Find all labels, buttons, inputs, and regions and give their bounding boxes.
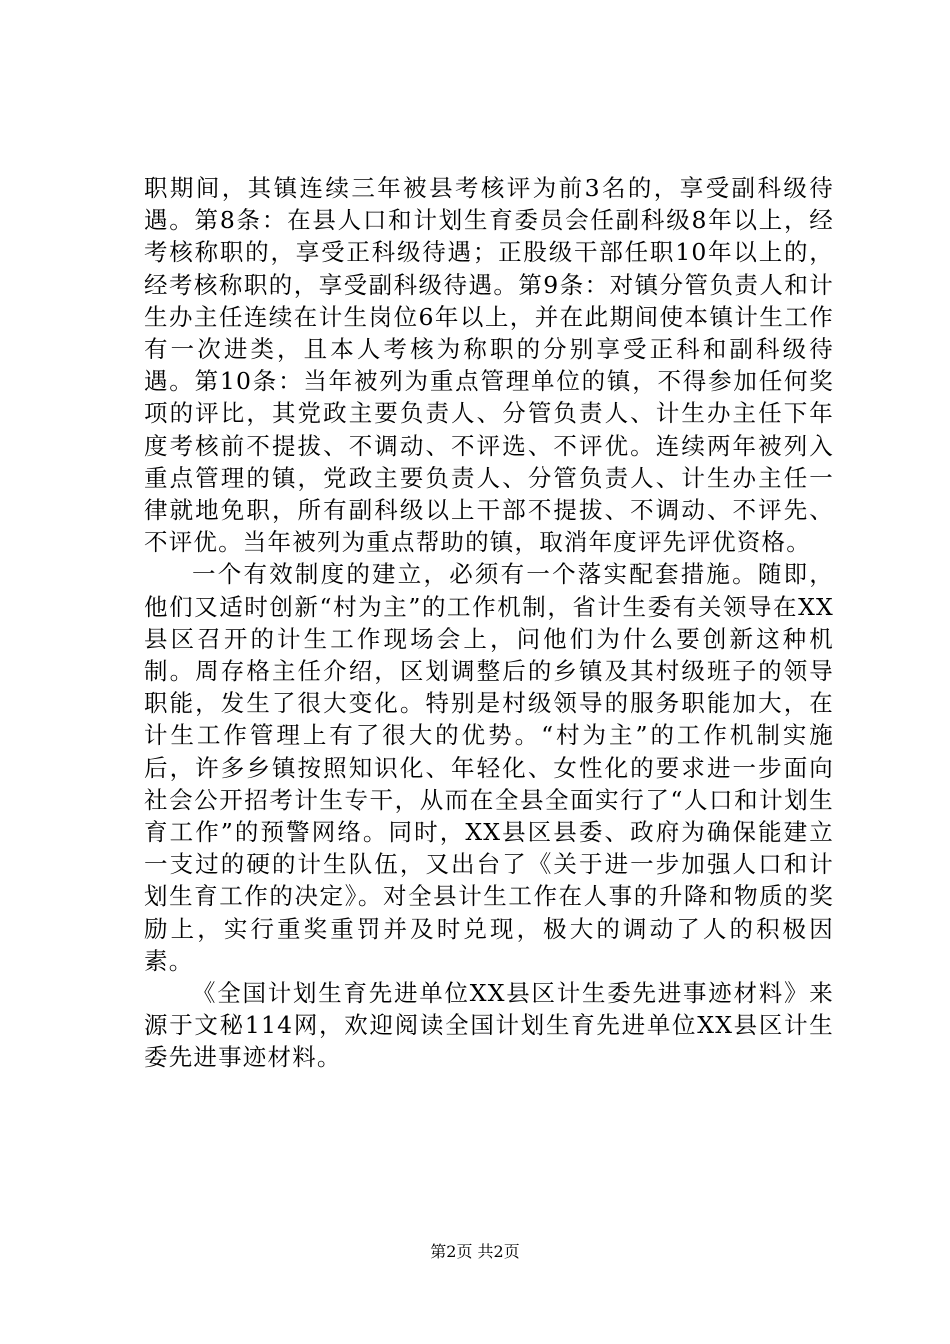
document-body (144, 172, 834, 1074)
page-footer: 第2页 共2页 (430, 1242, 520, 1261)
paragraph-source-note: 《全国计划生育先进单位XX县区计生委先进事迹材料》来源于文秘114网，欢迎阅读全国计划生育先进单位XX县区计生委先进事迹材料。 (144, 979, 834, 1072)
paragraph-village-mechanism: 一个有效制度的建立，必须有一个落实配套措施。随即，他们又适时创新“村为主”的工作机制，省计生委有关领导在XX县区召开的计生工作现场会上，问他们为什么要创新这种机制。周存格主任介绍，区划调整后的乡镇及其村级班子的领导职能，发生了很大变化。特别是村级领导的服务职能加大，在计生工作管理上有了很大的优势。“村为主”的工作机制实施后，许多乡镇按照知识化、年轻化、女性化的要求进一步面向社会公开招考计生专干，从而在全县全面实行了“人口和计划生育工作”的预警网络。同时，XX县区县委、政府为确保能建立一支过的硬的计生队伍，又出台了《关于进一步加强人口和计划生育工作的决定》。对全县计生工作在人事的升降和物质的奖励上，实行重奖重罚并及时兑现，极大的调动了人的积极因素。 (144, 560, 834, 975)
paragraph-policy-rules: 职期间，其镇连续三年被县考核评为前3名的，享受副科级待遇。第8条：在县人口和计划生育委员会任副科级8年以上，经考核称职的，享受正科级待遇；正股级干部任职10年以上的，经考核称职的，享受副科级待遇。第9条：对镇分管负责人和计生办主任连续在计生岗位6年以上，并在此期间使本镇计生工作有一次进类，且本人考核为称职的分别享受正科和副科级待遇。第10条：当年被列为重点管理单位的镇，不得参加任何奖项的评比，其党政主要负责人、分管负责人、计生办主任下年度考核前不提拔、不调动、不评选、不评优。连续两年被列入重点管理的镇，党政主要负责人、分管负责人、计生办主任一律就地免职，所有副科级以上干部不提拔、不调动、不评先、不评优。当年被列为重点帮助的镇，取消年度评先评优资格。 (144, 174, 834, 557)
